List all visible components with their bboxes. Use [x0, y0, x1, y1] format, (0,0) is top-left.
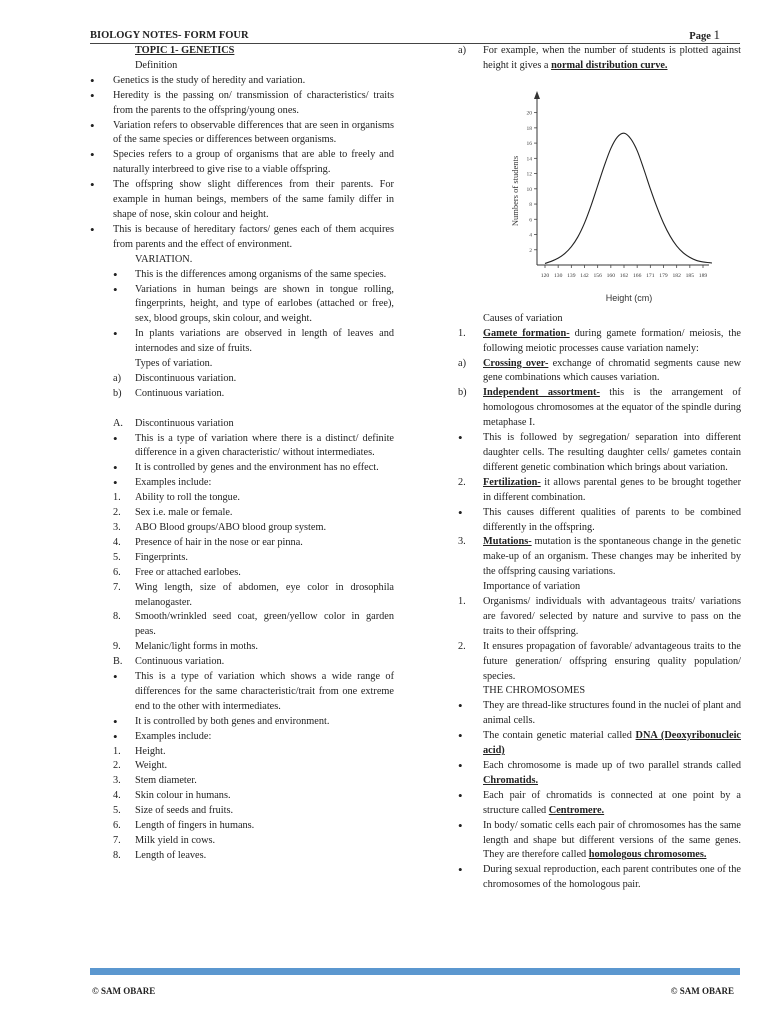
y-tick-label: 2 — [529, 247, 532, 254]
list-text: Wing length, size of abdomen, eye color in drosophila melanogaster. — [135, 581, 394, 608]
list-text: Melanic/light forms in moths. — [135, 641, 258, 653]
bullet-icon: • — [113, 460, 118, 476]
chart-intro-marker: a) — [458, 45, 466, 56]
list-text: Continuous variation. — [135, 387, 225, 399]
list-marker: B. — [113, 656, 123, 668]
list-marker: 5. — [113, 551, 121, 563]
distribution-curve — [545, 133, 712, 263]
x-tick-label: 179 — [659, 272, 668, 279]
list-marker: 8. — [113, 611, 121, 623]
list-marker: 2. — [113, 760, 121, 772]
bullet-icon: • — [458, 787, 463, 803]
list-item — [90, 387, 394, 402]
bullet-icon: • — [113, 266, 118, 282]
bullet-item — [90, 327, 394, 357]
bullet-item — [90, 283, 394, 328]
x-tick-label: 139 — [567, 272, 576, 279]
chart-intro-emphasis: normal distribution curve. — [551, 59, 668, 71]
bullet-item — [90, 268, 394, 283]
y-tick-label: 8 — [529, 201, 532, 208]
x-axis-label: Height (cm) — [605, 292, 653, 303]
list-marker: 1. — [458, 327, 466, 339]
bullet-item — [458, 819, 741, 864]
x-tick-label: 156 — [593, 272, 602, 279]
list-marker: b) — [113, 387, 122, 399]
bullet-icon: • — [90, 87, 95, 103]
list-item — [90, 566, 394, 581]
list-text: exchange of chromatid segments cause new gene combinations which causes variation. — [483, 357, 742, 384]
bullet-item — [458, 506, 741, 536]
bullet-icon: • — [90, 117, 95, 133]
list-item — [90, 506, 394, 521]
key-term: DNA (Deoxyribonucleic acid) — [483, 730, 741, 757]
bullet-icon: • — [458, 698, 463, 714]
bullet-text: This is the differences among organisms of the same species. — [135, 268, 387, 280]
list-marker: 4. — [113, 536, 121, 548]
list-marker: 3. — [113, 521, 121, 533]
list-text: Smooth/wrinkled seed coat, green/yellow color in garden peas. — [135, 611, 394, 638]
list-item — [90, 759, 394, 774]
footer-left: © SAM OBARE — [92, 986, 156, 996]
list-marker: a) — [113, 372, 121, 384]
bullet-icon: • — [458, 504, 463, 520]
list-marker: 5. — [113, 805, 121, 817]
page-number: 1 — [713, 27, 720, 42]
topic-title: TOPIC 1- GENETICS — [135, 45, 235, 56]
bullet-text: This is followed by segregation/ separation into different daughter cells. The resulting daughter cells/ gametes contain different genetic combination which brings about variation. — [483, 432, 741, 473]
list-item — [90, 774, 394, 789]
bullet-icon: • — [458, 758, 463, 773]
chart-intro-text: For example, when the number of students is plotted against height it gives a — [483, 45, 741, 71]
list-text: Discontinuous variation — [135, 417, 234, 429]
list-item — [90, 551, 394, 566]
bullet-text: This is a type of variation which shows a wide range of differences for the same characteristic/trait from one extreme end to the other with intermediates. — [135, 671, 394, 712]
list-item — [90, 789, 394, 804]
y-tick-label: 20 — [526, 110, 532, 117]
y-tick-label: 14 — [526, 156, 532, 163]
bullet-icon: • — [90, 72, 95, 88]
list-item — [458, 476, 741, 506]
subheading: VARIATION. — [135, 253, 193, 265]
bullet-icon: • — [113, 326, 118, 342]
bullet-icon: • — [458, 728, 463, 744]
list-text: Free or attached earlobes. — [135, 566, 241, 578]
list-text: Length of leaves. — [135, 849, 207, 861]
bullet-icon: • — [458, 862, 463, 878]
bullet-text: In body/ somatic cells each pair of chromosomes has the same length and shape but different versions of the same genes. They are therefore called — [483, 819, 741, 861]
list-item — [90, 536, 394, 551]
list-item — [90, 804, 394, 819]
bullet-item — [90, 119, 394, 149]
page-label: Page — [689, 31, 711, 42]
bullet-item — [458, 729, 741, 759]
subheading: Definition — [135, 59, 178, 71]
bullet-text: They are thread-like structures found in the nuclei of plant and animal cells. — [483, 700, 741, 727]
list-marker: a) — [458, 357, 466, 369]
list-item — [90, 819, 394, 834]
list-item — [458, 595, 741, 640]
y-tick-label: 6 — [529, 217, 532, 224]
bullet-item — [458, 759, 741, 789]
list-item — [90, 372, 394, 387]
bullet-text: Each chromosome is made up of two parallel strands called — [483, 760, 741, 771]
list-item — [458, 535, 741, 580]
list-marker: 6. — [113, 820, 121, 832]
list-marker: 9. — [113, 641, 121, 653]
list-text: Length of fingers in humans. — [135, 820, 255, 832]
subheading: Types of variation. — [135, 358, 213, 370]
list-text: Milk yield in cows. — [135, 835, 216, 847]
bullet-item — [90, 432, 394, 462]
list-text: it allows parental genes to be brought together in different combination. — [483, 476, 741, 503]
bullet-item — [90, 670, 394, 715]
bullet-item — [458, 699, 741, 729]
y-tick-label: 12 — [526, 171, 532, 178]
right-body — [458, 312, 741, 893]
y-axis-arrow-icon — [534, 91, 540, 99]
bullet-icon: • — [90, 177, 95, 193]
bullet-item — [90, 715, 394, 730]
list-item — [90, 849, 394, 864]
x-tick-label: 160 — [606, 272, 616, 279]
x-tick-label: 166 — [632, 272, 642, 279]
bullet-icon: • — [458, 817, 463, 833]
x-tick-label: 130 — [553, 272, 563, 279]
list-item — [458, 640, 741, 685]
bullet-text: Examples include: — [135, 477, 212, 489]
list-marker: 1. — [113, 492, 121, 504]
list-text: Discontinuous variation. — [135, 372, 237, 384]
bullet-text: During sexual reproduction, each parent contributes one of the chromosomes of the homologous pair. — [483, 864, 741, 891]
bullet-item — [90, 730, 394, 745]
list-item — [90, 640, 394, 655]
list-item — [90, 834, 394, 849]
list-marker: b) — [458, 387, 467, 399]
bullet-text: This is a type of variation where there is a distinct/ definite difference in a given characteristic/ without intermediates. — [135, 432, 394, 459]
bullet-text: Each pair of chromatids is connected at one point by a structure called — [483, 789, 741, 816]
page-indicator — [689, 28, 720, 45]
list-marker: 3. — [458, 536, 466, 548]
x-tick-label: 120 — [540, 272, 550, 279]
bullet-text: The offspring show slight differences from their parents. For example in human beings, members of the same family differ in shape of nose, skin colour and height. — [113, 179, 394, 220]
height-distribution-chart — [502, 78, 712, 310]
header-title: BIOLOGY NOTES- FORM FOUR — [90, 30, 249, 41]
list-marker: 1. — [113, 745, 121, 757]
list-marker: 6. — [113, 566, 121, 578]
list-marker: 4. — [113, 790, 121, 802]
list-marker: 7. — [113, 835, 121, 847]
list-marker: 2. — [458, 640, 466, 652]
list-text: It ensures propagation of favorable/ advantageous traits to the future generation/ offspring ensuring quality population/ species. — [483, 640, 741, 682]
list-item — [90, 521, 394, 536]
list-item — [90, 745, 394, 760]
list-item — [458, 327, 741, 357]
x-tick-label: 142 — [580, 272, 589, 279]
list-text: Stem diameter. — [135, 775, 197, 787]
left-column — [90, 44, 394, 864]
bullet-text: This causes different qualities of parents to be combined differently in the offspring. — [483, 506, 741, 533]
bullet-item — [90, 89, 394, 119]
list-marker: 8. — [113, 849, 121, 861]
bullet-icon: • — [113, 281, 118, 297]
bullet-text: Variation refers to observable differences that are seen in organisms of the same species or differences between organisms. — [113, 119, 394, 146]
footer-bar — [90, 968, 740, 975]
key-term: Chromatids. — [483, 774, 539, 786]
list-text: ABO Blood groups/ABO blood group system. — [135, 521, 327, 533]
y-tick-label: 18 — [526, 125, 532, 132]
spacer — [90, 402, 394, 417]
list-text: Weight. — [135, 760, 168, 772]
list-text: Fingerprints. — [135, 551, 188, 563]
x-tick-label: 162 — [619, 272, 629, 279]
x-tick-label: 189 — [698, 272, 708, 279]
bullet-icon: • — [113, 475, 118, 491]
y-tick-label: 4 — [529, 232, 532, 239]
bullet-item — [90, 476, 394, 491]
term-label: Fertilization- — [483, 476, 541, 488]
bullet-icon: • — [458, 430, 463, 446]
bullet-item — [90, 178, 394, 223]
bullet-item — [90, 223, 394, 253]
subheading: Causes of variation — [483, 312, 563, 324]
list-item — [458, 357, 741, 387]
list-item — [90, 417, 394, 432]
list-text: Presence of hair in the nose or ear pinna. — [135, 536, 303, 548]
right-column — [458, 44, 741, 893]
bullet-item — [90, 148, 394, 178]
bullet-text: Heredity is the passing on/ transmission of characteristics/ traits from the parents to the offspring/young ones. — [113, 89, 394, 116]
list-item — [458, 386, 741, 431]
page-header — [90, 28, 740, 44]
term-label: Independent assortment- — [483, 387, 600, 399]
bullet-text: This is because of hereditary factors/ genes each of them acquires from parents and the effect of environment. — [113, 223, 394, 250]
list-text: this is the arrangement of homologous chromosomes at the equator of the spindle during metaphase I. — [483, 387, 742, 429]
bullet-item — [458, 431, 741, 476]
list-marker: 2. — [113, 507, 121, 519]
y-tick-label: 16 — [526, 140, 532, 147]
list-text: Continuous variation. — [135, 656, 225, 668]
footer-right: © SAM OBARE — [670, 986, 734, 996]
list-text: Organisms/ individuals with advantageous traits/ variations are favored/ selected by nature and survive to pass on the traits to their offspring. — [483, 596, 741, 637]
list-text: Sex i.e. male or female. — [135, 507, 233, 519]
list-item — [90, 610, 394, 640]
subheading: THE CHROMOSOMES — [483, 685, 586, 697]
bullet-icon: • — [113, 430, 118, 446]
list-text: Skin colour in humans. — [135, 790, 231, 802]
list-marker: 1. — [458, 596, 466, 608]
list-text: Ability to roll the tongue. — [135, 492, 240, 504]
list-text: mutation is the spontaneous change in the genetic make-up of an organism. These changes may be inherited by the offspring causing variations. — [483, 536, 741, 578]
bullet-icon: • — [113, 669, 118, 685]
subheading: Importance of variation — [483, 581, 581, 593]
y-axis-label: Numbers of students — [510, 155, 520, 226]
bullet-icon: • — [113, 728, 118, 744]
bullet-icon: • — [90, 147, 95, 163]
bullet-icon: • — [90, 221, 95, 237]
bullet-text: It is controlled by genes and the environment has no effect. — [135, 462, 379, 474]
bullet-item — [90, 461, 394, 476]
list-item — [90, 655, 394, 670]
list-item — [90, 491, 394, 506]
bullet-item — [90, 74, 394, 89]
term-label: Crossing over- — [483, 357, 549, 369]
bullet-text: Examples include: — [135, 730, 212, 742]
bullet-text: Variations in human beings are shown in tongue rolling, fingerprints, height, and type of earlobes (attached or free), sex, blood groups, skin colour, and weight. — [135, 283, 394, 325]
list-text: during gamete formation/ meiosis, the following meiotic processes cause variation namely: — [483, 327, 741, 354]
list-text: Size of seeds and fruits. — [135, 805, 234, 817]
list-marker: 7. — [113, 581, 121, 593]
bullet-text: It is controlled by both genes and environment. — [135, 715, 330, 727]
list-marker: 3. — [113, 775, 121, 787]
y-tick-label: 10 — [526, 186, 532, 193]
bullet-icon: • — [113, 713, 118, 729]
bullet-text: The contain genetic material called — [483, 730, 632, 742]
bullet-text: Genetics is the study of heredity and variation. — [113, 74, 306, 86]
x-tick-label: 185 — [685, 272, 695, 279]
term-label: Mutations- — [483, 536, 532, 548]
term-label: Gamete formation- — [483, 327, 570, 339]
key-term: homologous chromosomes. — [588, 849, 707, 861]
bullet-text: In plants variations are observed in length of leaves and internodes and size of fruits. — [135, 328, 394, 355]
list-marker: 2. — [458, 476, 466, 488]
key-term: Centromere. — [548, 804, 605, 816]
bullet-item — [458, 863, 741, 893]
list-item — [90, 581, 394, 611]
x-tick-label: 182 — [672, 272, 681, 279]
list-text: Height. — [135, 745, 166, 757]
chart-intro — [458, 44, 741, 74]
x-tick-label: 171 — [646, 272, 655, 279]
list-marker: A. — [113, 417, 124, 429]
bullet-text: Species refers to a group of organisms that are able to freely and naturally interbreed to give rise to a viable offspring. — [113, 149, 394, 176]
bullet-item — [458, 789, 741, 819]
